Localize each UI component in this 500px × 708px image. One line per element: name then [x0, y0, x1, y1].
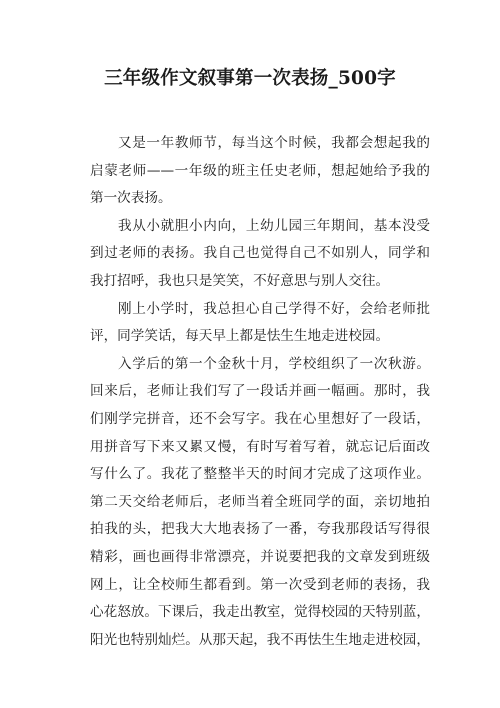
document-title: 三年级作文叙事第一次表扬_500字 — [104, 68, 396, 89]
text-line: 网上，让全校师生都看到。第一次受到老师的表扬，我 — [90, 576, 430, 593]
text-line: 评，同学笑话，每天早上都是怯生生地走进校园。 — [90, 328, 390, 345]
text-line: 启蒙老师——一年级的班主任史老师，想起她给予我的 — [90, 162, 430, 179]
text-line: 第二天交给老师后，老师当着全班同学的面，亲切地拍 — [90, 493, 430, 510]
text-line: 拍我的头，把我大大地表扬了一番，夸我那段话写得很 — [90, 521, 430, 538]
text-line: 我从小就胆小内向，上幼儿园三年期间，基本没受 — [118, 217, 430, 234]
text-line: 到过老师的表扬。我自己也觉得自己不如别人，同学和 — [90, 245, 430, 262]
text-line: 第一次表扬。 — [90, 190, 172, 207]
document-body — [90, 130, 430, 654]
text-line: 们刚学完拼音，还不会写字。我在心里想好了一段话， — [90, 410, 430, 427]
text-line: 精彩，画也画得非常漂亮，并说要把我的文章发到班级 — [90, 548, 430, 565]
text-line: 写什么了。我花了整整半天的时间才完成了这项作业。 — [90, 466, 430, 483]
text-line: 用拼音写下来又累又慢，有时写着写着，就忘记后面改 — [90, 438, 430, 455]
text-line: 又是一年教师节，每当这个时候，我都会想起我的 — [118, 135, 430, 151]
text-line: 刚上小学时，我总担心自己学得不好，会给老师批 — [118, 300, 430, 317]
text-line: 入学后的第一个金秋十月，学校组织了一次秋游。 — [118, 355, 430, 372]
text-line: 回来后，老师让我们写了一段话并画一幅画。那时，我 — [90, 383, 430, 400]
text-line: 心花怒放。下课后，我走出教室，觉得校园的天特别蓝， — [90, 604, 430, 621]
text-line: 我打招呼，我也只是笑笑，不好意思与别人交往。 — [90, 272, 390, 289]
text-line: 阳光也特别灿烂。从那天起，我不再怯生生地走进校园， — [90, 631, 430, 648]
